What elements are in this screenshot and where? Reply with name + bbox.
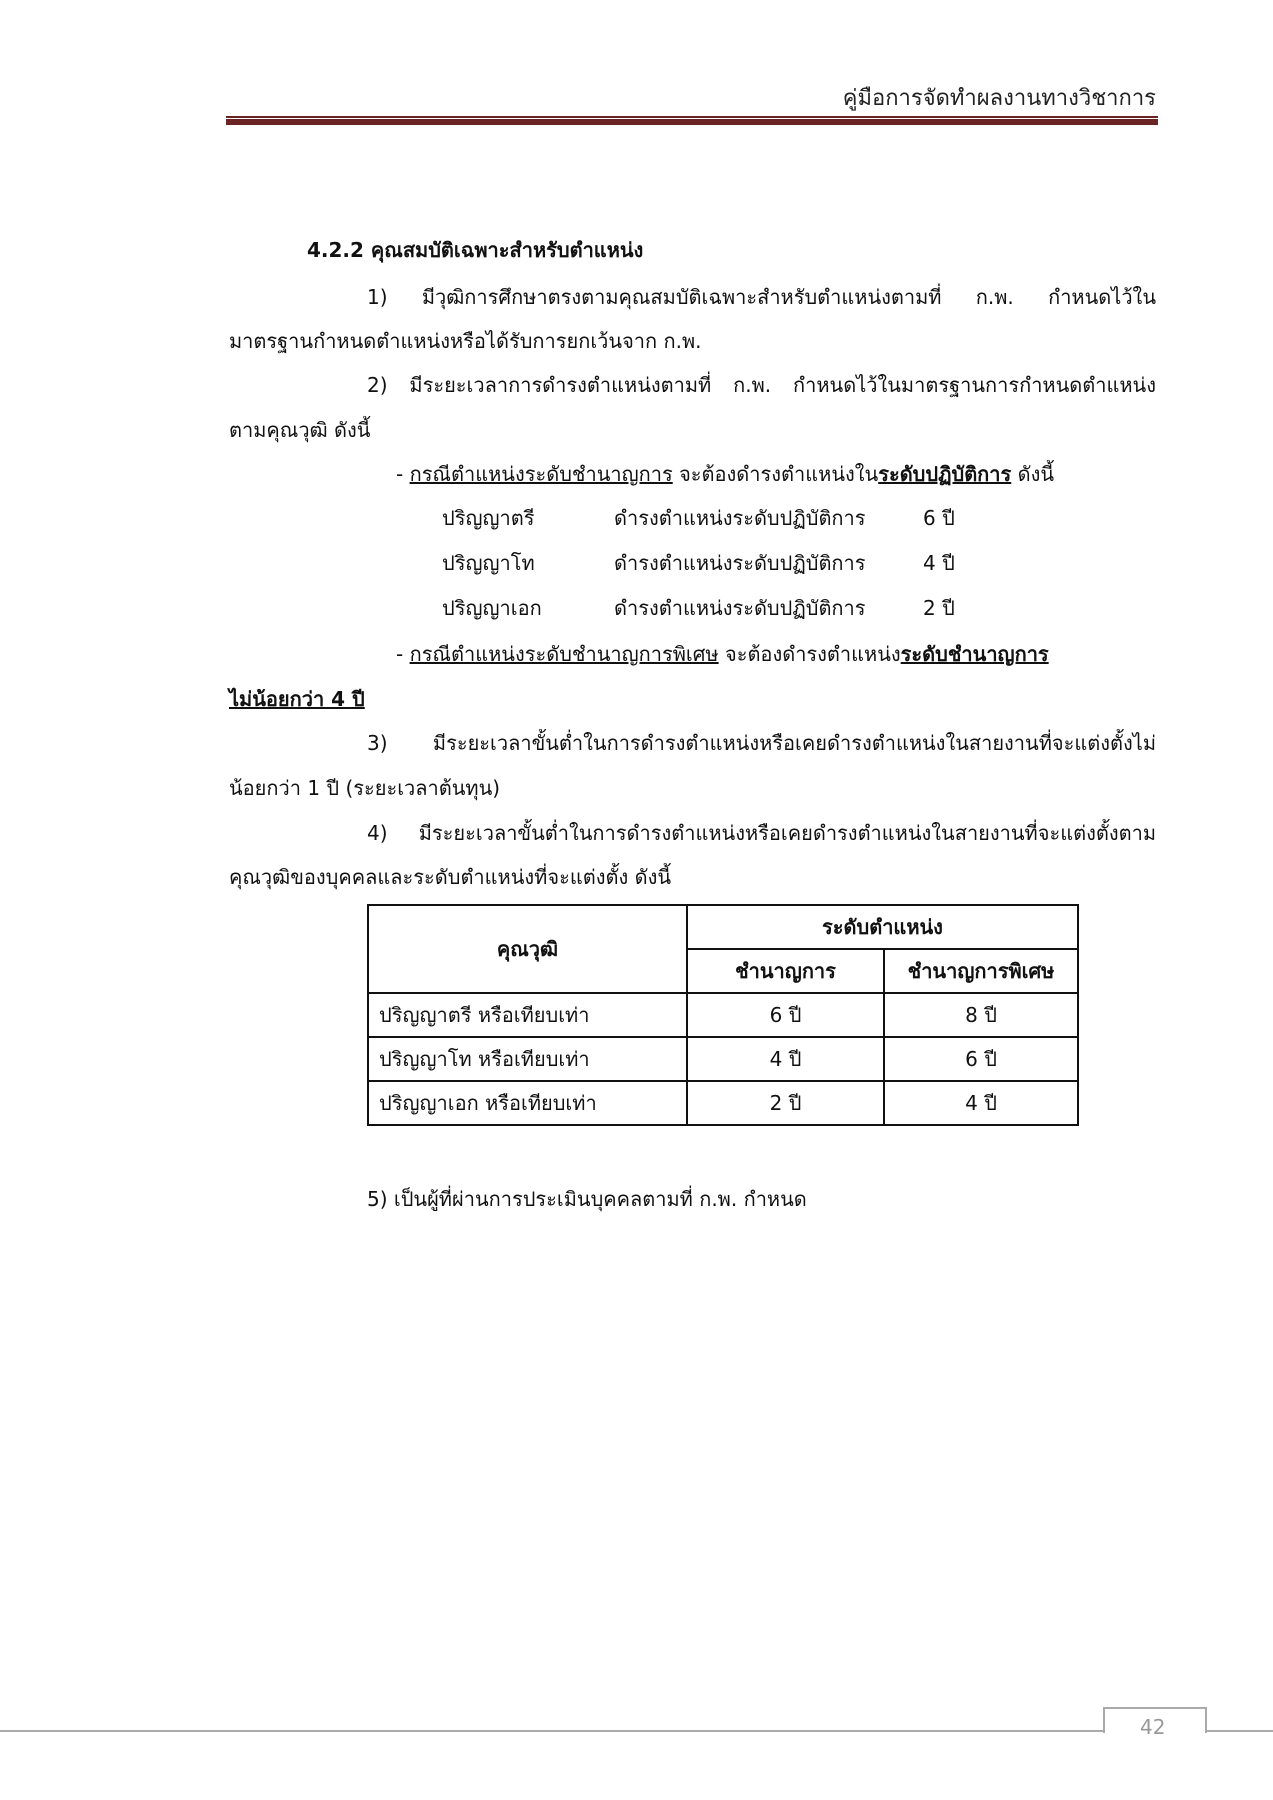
expert-years-cell: 4 ปี <box>687 1037 884 1081</box>
qualification-cell: ปริญญาโท หรือเทียบเท่า <box>368 1037 687 1081</box>
case-1-desc-2: ดำรงตำแหน่งระดับปฏิบัติการ <box>614 551 866 575</box>
item-4-line-2: คุณวุฒิของบุคคลและระดับตำแหน่งที่จะแต่งตั้ง ดังนี้ <box>229 865 672 889</box>
case-1-dash: - <box>396 462 410 486</box>
case-2-level: ระดับชำนาญการ <box>900 642 1049 666</box>
case-1-years-3: 2 ปี <box>923 596 955 620</box>
expert-years-cell: 2 ปี <box>687 1081 884 1125</box>
item-2-line-2: ตามคุณวุฒิ ดังนี้ <box>229 418 371 442</box>
case-1-degree-1: ปริญญาตรี <box>442 506 535 530</box>
case-2-dash: - <box>396 642 410 666</box>
case-1-years-1: 6 ปี <box>923 506 955 530</box>
expert-years-cell: 6 ปี <box>687 993 884 1037</box>
item-5: 5) เป็นผู้ที่ผ่านการประเมินบุคคลตามที่ ก.พ. กำหนด <box>367 1187 807 1211</box>
item-4-line-1: 4) มีระยะเวลาขั้นต่ำในการดำรงตำแหน่งหรือเคยดำรงตำแหน่งในสายงานที่จะแต่งตั้งตาม <box>367 821 1156 845</box>
case-2-title: กรณีตำแหน่งระดับชำนาญการพิเศษ <box>409 642 719 666</box>
header-rule-thick <box>226 119 1158 125</box>
header-expert: ชำนาญการ <box>687 949 884 993</box>
qualification-cell: ปริญญาตรี หรือเทียบเท่า <box>368 993 687 1037</box>
case-1-end: ดังนี้ <box>1011 462 1055 486</box>
item-2-line-1: 2) มีระยะเวลาการดำรงตำแหน่งตามที่ ก.พ. กำหนดไว้ในมาตรฐานการกำหนดตำแหน่ง <box>367 373 1156 397</box>
case-1-degree-2: ปริญญาโท <box>442 551 535 575</box>
case-1-mid: จะต้องดำรงตำแหน่งใน <box>672 462 879 486</box>
table-row <box>368 1081 1078 1125</box>
case-1-years-2: 4 ปี <box>923 551 955 575</box>
page-number: 42 <box>1140 1715 1166 1739</box>
case-2-min-years: ไม่น้อยกว่า 4 ปี <box>229 687 365 711</box>
header-qualification: คุณวุฒิ <box>368 905 687 993</box>
senior-years-cell: 8 ปี <box>884 993 1078 1037</box>
item-3-line-1: 3) มีระยะเวลาขั้นต่ำในการดำรงตำแหน่งหรือเคยดำรงตำแหน่งในสายงานที่จะแต่งตั้งไม่ <box>367 731 1156 755</box>
senior-years-cell: 4 ปี <box>884 1081 1078 1125</box>
item-1-line-1: 1) มีวุฒิการศึกษาตรงตามคุณสมบัติเฉพาะสำหรับตำแหน่งตามที่ ก.พ. กำหนดไว้ใน <box>367 285 1156 309</box>
item-3-line-2: น้อยกว่า 1 ปี (ระยะเวลาต้นทุน) <box>229 776 501 800</box>
header-position-level: ระดับตำแหน่ง <box>687 905 1078 949</box>
case-2-line <box>396 639 1049 669</box>
header-senior-expert: ชำนาญการพิเศษ <box>884 949 1078 993</box>
qualification-table <box>367 904 1079 1126</box>
senior-years-cell: 6 ปี <box>884 1037 1078 1081</box>
qualification-cell: ปริญญาเอก หรือเทียบเท่า <box>368 1081 687 1125</box>
table-row <box>368 1037 1078 1081</box>
item-1-line-2: มาตรฐานกำหนดตำแหน่งหรือได้รับการยกเว้นจาก ก.พ. <box>229 329 702 353</box>
case-2-line-2 <box>229 684 365 714</box>
header-rule-thin <box>226 116 1158 118</box>
footer-rule <box>0 1730 1273 1732</box>
case-1-line <box>396 459 1054 489</box>
section-heading: 4.2.2 คุณสมบัติเฉพาะสำหรับตำแหน่ง <box>307 238 644 262</box>
case-1-level: ระดับปฏิบัติการ <box>878 462 1012 486</box>
case-1-desc-3: ดำรงตำแหน่งระดับปฏิบัติการ <box>614 596 866 620</box>
case-1-desc-1: ดำรงตำแหน่งระดับปฏิบัติการ <box>614 506 866 530</box>
case-1-title: กรณีตำแหน่งระดับชำนาญการ <box>409 462 673 486</box>
document-header-title: คู่มือการจัดทำผลงานทางวิชาการ <box>842 86 1156 111</box>
table-row <box>368 993 1078 1037</box>
case-1-degree-3: ปริญญาเอก <box>442 596 542 620</box>
case-2-mid: จะต้องดำรงตำแหน่ง <box>718 642 901 666</box>
